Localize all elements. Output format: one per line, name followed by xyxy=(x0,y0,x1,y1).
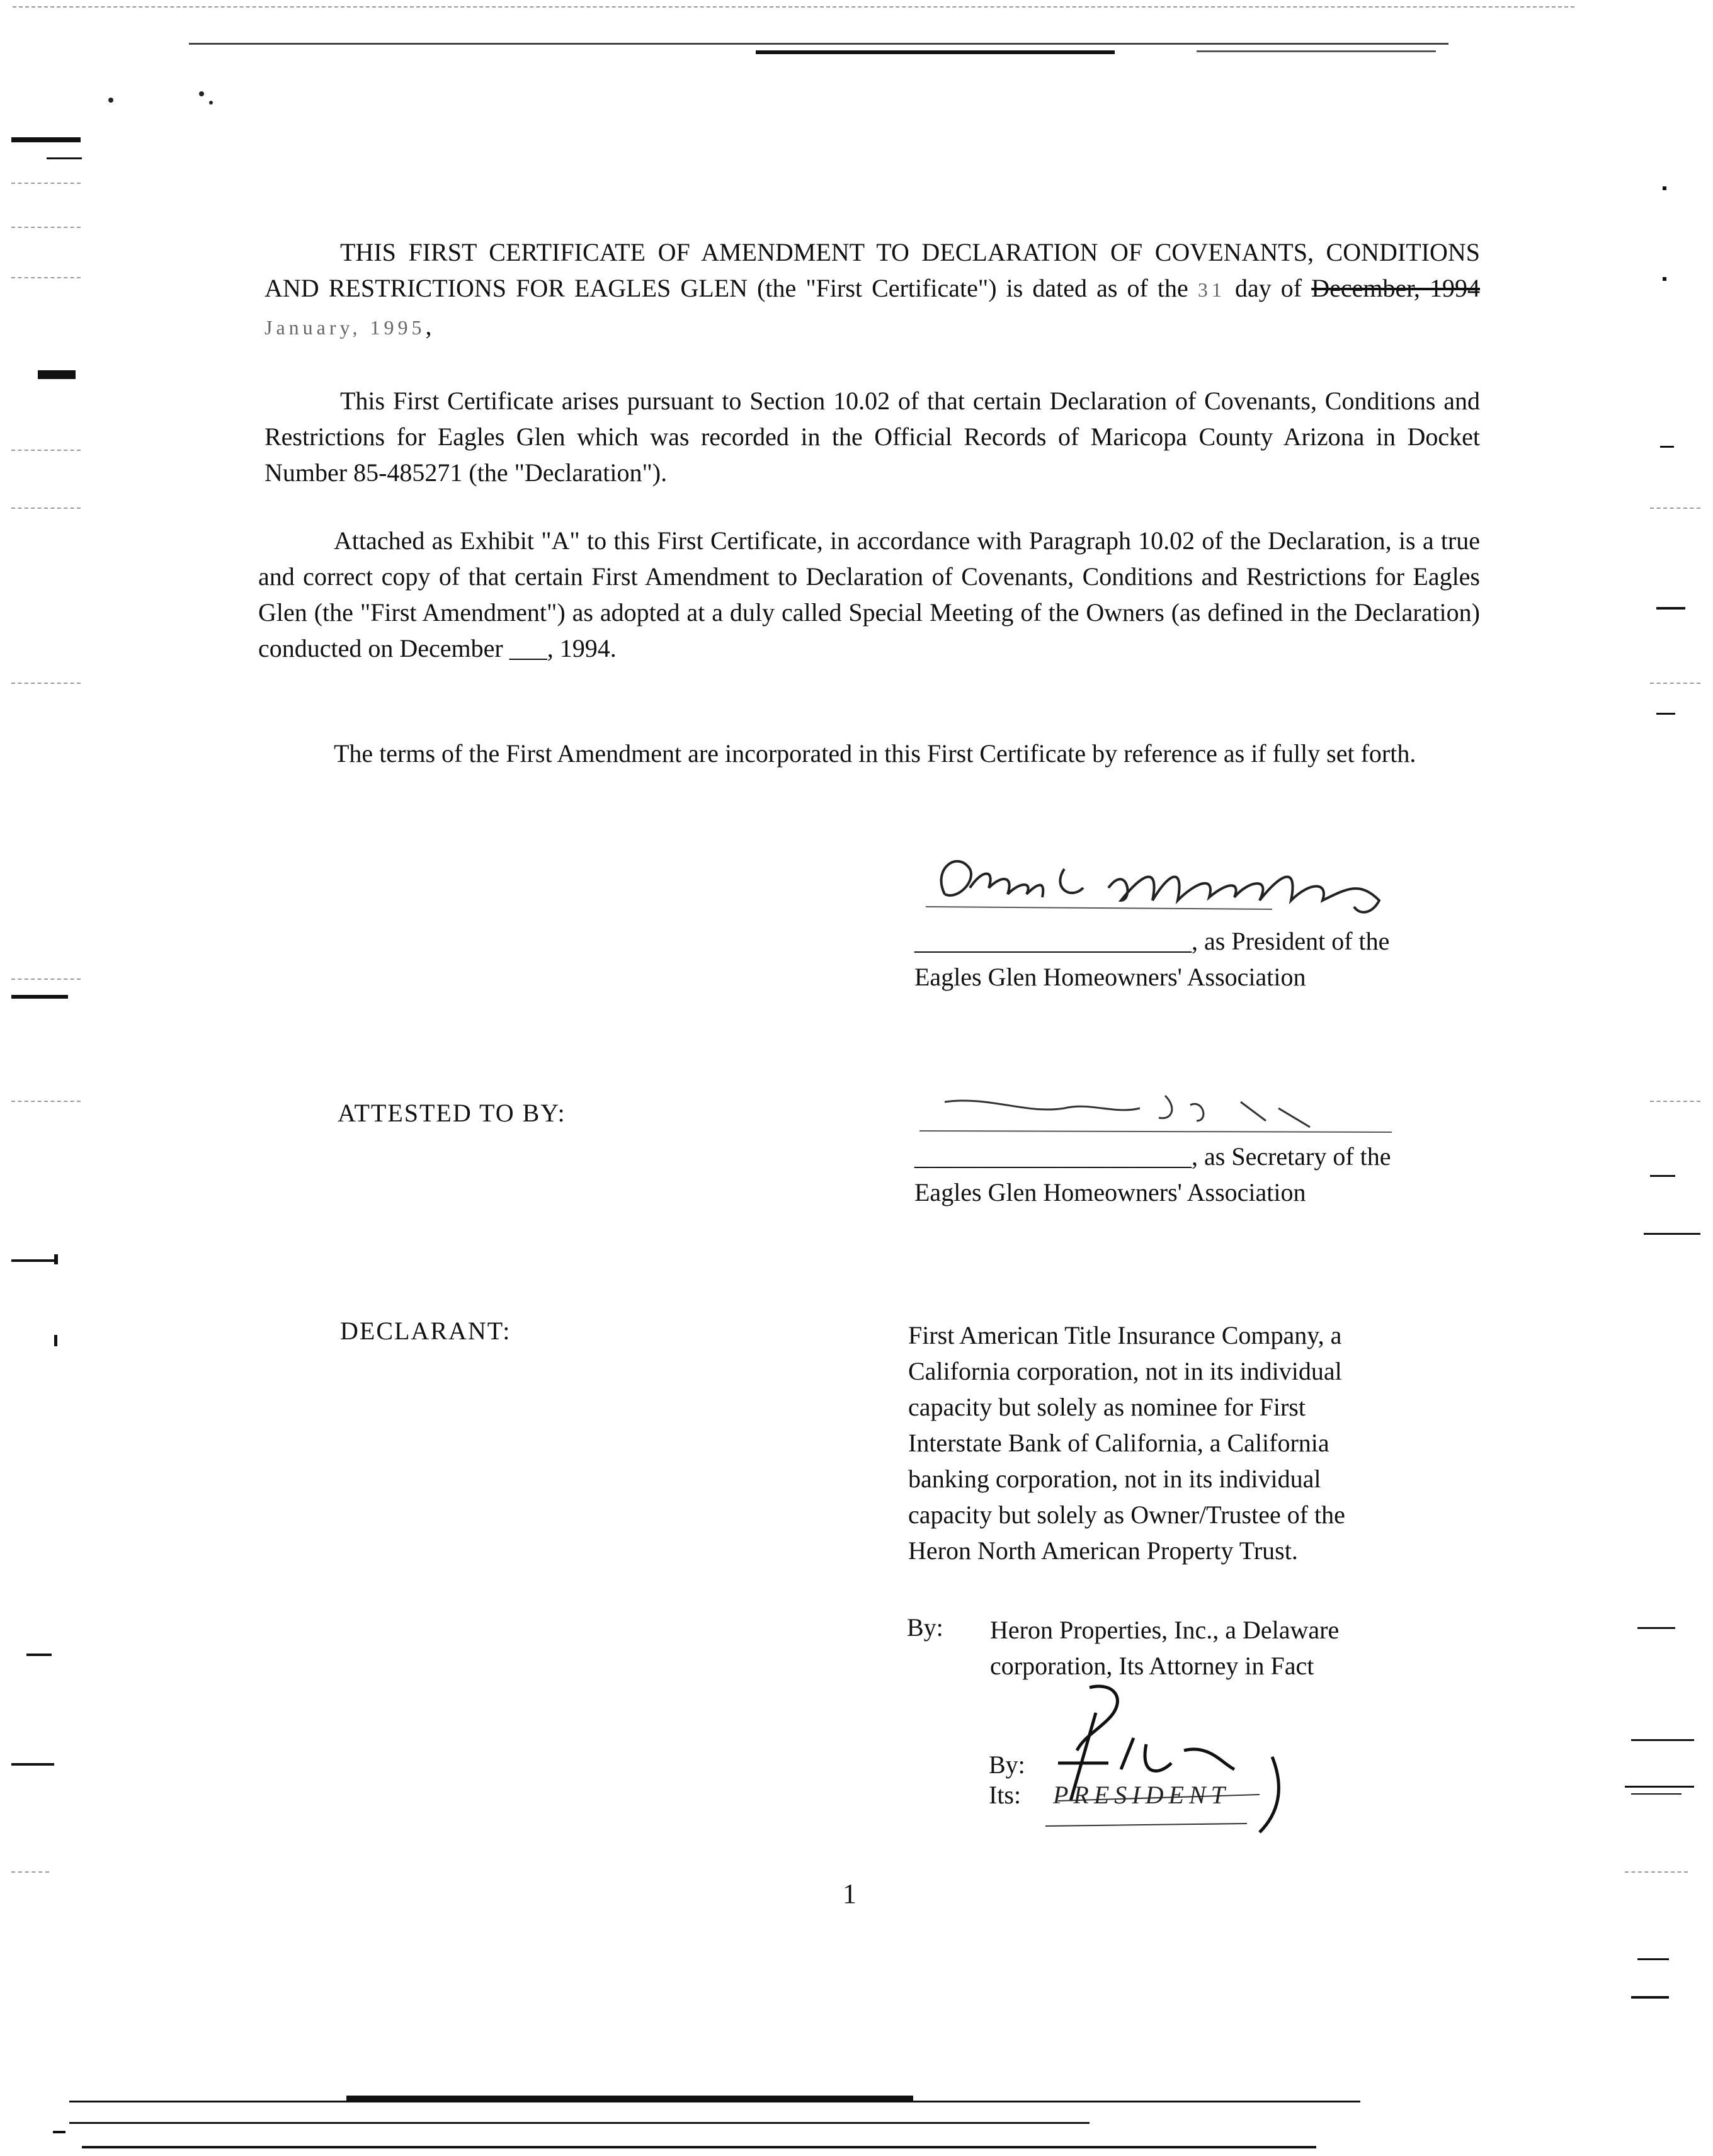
handwritten-date: January, 1995 xyxy=(265,316,426,339)
certificate-intro-paragraph: THIS FIRST CERTIFICATE OF AMENDMENT TO DECLARATION OF COVENANTS, CONDITIONS AND RESTRICTIONS FOR EAGLES GLEN (the "First Certificate") is dated as of the 31 day of December, 1994 January, 1995, xyxy=(265,238,1481,340)
by-line: corporation, Its Attorney in Fact xyxy=(990,1652,1314,1680)
scan-bottom-bold-line xyxy=(346,2096,913,2102)
scan-right-mark xyxy=(1637,1958,1669,1960)
secretary-line: ______________________, as Secretary of the xyxy=(914,1142,1391,1171)
president-signature xyxy=(919,844,1448,926)
scan-right-mark xyxy=(1663,277,1666,281)
by-block xyxy=(990,1612,1469,1684)
scan-right-mark xyxy=(1663,186,1666,190)
attested-label: ATTESTED TO BY: xyxy=(338,1099,566,1127)
scan-left-mark xyxy=(11,1259,57,1262)
scan-left-mark xyxy=(26,1654,52,1656)
scan-right-mark xyxy=(1631,1996,1669,1999)
its-label: Its: xyxy=(989,1781,1022,1809)
scan-right-dash xyxy=(1625,1871,1688,1873)
scan-right-mark xyxy=(1637,1627,1675,1629)
scan-left-dash xyxy=(11,450,81,451)
scan-top-line-2 xyxy=(1197,50,1436,52)
section-paragraph-text: This First Certificate arises pursuant to Section 10.02 of that certain Declaration of Covenants, Conditions and Restrictions for Eagles Glen which was recorded in the Official Records of Maricopa County Arizona in Docket Number 85-485271 (the "Declaration"). xyxy=(265,387,1480,487)
scan-top-bold-line xyxy=(756,50,1115,54)
struck-date: December, 1994 xyxy=(1311,274,1481,302)
secretary-association: Eagles Glen Homeowners' Association xyxy=(914,1178,1306,1206)
president-block xyxy=(914,923,1481,995)
terms-paragraph xyxy=(258,735,1474,771)
scan-left-dash xyxy=(11,979,81,980)
terms-paragraph-text: The terms of the First Amendment are incorporated in this First Certificate by reference as if fully set forth. xyxy=(334,739,1416,768)
page-number: 1 xyxy=(843,1878,856,1909)
handwritten-day: 31 xyxy=(1197,278,1226,301)
declarant-line: California corporation, not in its individual xyxy=(908,1357,1342,1385)
scan-right-mark xyxy=(1644,1233,1700,1235)
scan-right-dash xyxy=(1650,1101,1700,1102)
declarant-block xyxy=(908,1317,1475,1569)
scan-left-mark xyxy=(54,1335,57,1346)
scan-right-mark xyxy=(1631,1739,1694,1741)
scan-left-dash xyxy=(11,683,81,684)
scan-speck xyxy=(209,101,213,105)
section-paragraph xyxy=(265,383,1480,491)
secretary-signature xyxy=(913,1070,1417,1140)
scan-bottom-line-3 xyxy=(82,2146,1316,2148)
by2-label: By: xyxy=(989,1750,1025,1779)
scan-left-mark xyxy=(47,157,82,159)
exhibit-paragraph-text: Attached as Exhibit "A" to this First Certificate, in accordance with Paragraph 10.02 of the Declaration, is a true and correct copy of that certain First Amendment to Declaration of Covenants, Conditions and Restrictions for Eagles Glen (the "First Amendment") as adopted at a duly called Special Meeting of the Owners (as defined in the Declaration) conducted on December ___, 1994. xyxy=(258,526,1480,662)
by-line: Heron Properties, Inc., a Delaware xyxy=(990,1616,1340,1644)
by-label: By: xyxy=(907,1613,943,1642)
exhibit-paragraph xyxy=(258,523,1480,666)
scan-speck xyxy=(108,98,113,103)
scan-right-dash xyxy=(1650,683,1700,684)
scan-right-mark xyxy=(1625,1786,1694,1788)
scan-right-mark xyxy=(1660,446,1674,448)
scan-right-mark xyxy=(1650,1175,1675,1177)
intro-day-of: day of xyxy=(1225,274,1312,302)
scan-left-mark xyxy=(54,1254,58,1264)
scan-left-mark xyxy=(11,137,81,142)
secretary-block xyxy=(914,1138,1481,1210)
declarant-label: DECLARANT: xyxy=(340,1317,511,1345)
scan-left-dash xyxy=(11,183,81,184)
declarant-line: capacity but solely as nominee for First xyxy=(908,1393,1306,1421)
attorney-signature xyxy=(1020,1675,1373,1839)
scan-left-mark xyxy=(11,995,68,999)
declarant-line: Heron North American Property Trust. xyxy=(908,1536,1298,1565)
scan-left-dash xyxy=(11,1101,81,1102)
scan-right-mark xyxy=(1631,1793,1682,1795)
scan-top-dashed-line xyxy=(13,6,1574,8)
declarant-line: banking corporation, not in its individual xyxy=(908,1465,1321,1493)
declarant-line: First American Title Insurance Company, a xyxy=(908,1321,1342,1349)
president-association: Eagles Glen Homeowners' Association xyxy=(914,963,1306,991)
scan-left-dash xyxy=(11,277,81,278)
president-line: ______________________, as President of the xyxy=(914,927,1390,955)
scan-right-mark xyxy=(1656,607,1685,610)
scan-left-dash xyxy=(11,227,81,228)
its-value: PRESIDENT xyxy=(1053,1781,1230,1809)
scan-right-mark xyxy=(1656,713,1675,715)
scan-bottom-mark xyxy=(53,2131,65,2133)
scan-left-dash xyxy=(11,508,81,509)
scan-top-line xyxy=(189,43,1448,45)
scan-left-dash xyxy=(11,1871,49,1873)
scan-bottom-line-2 xyxy=(69,2122,1090,2124)
scan-left-mark xyxy=(11,1763,54,1766)
scan-right-dash xyxy=(1650,508,1700,509)
scan-speck xyxy=(199,91,204,96)
declarant-line: capacity but solely as Owner/Trustee of the xyxy=(908,1501,1345,1529)
intro-text: THIS FIRST CERTIFICATE OF AMENDMENT TO DECLARATION OF COVENANTS, CONDITIONS AND RESTRICTIONS FOR EAGLES GLEN (the "First Certificate") is dated as of the xyxy=(265,238,1480,302)
scan-left-mark xyxy=(38,370,76,379)
declarant-line: Interstate Bank of California, a California xyxy=(908,1429,1329,1457)
